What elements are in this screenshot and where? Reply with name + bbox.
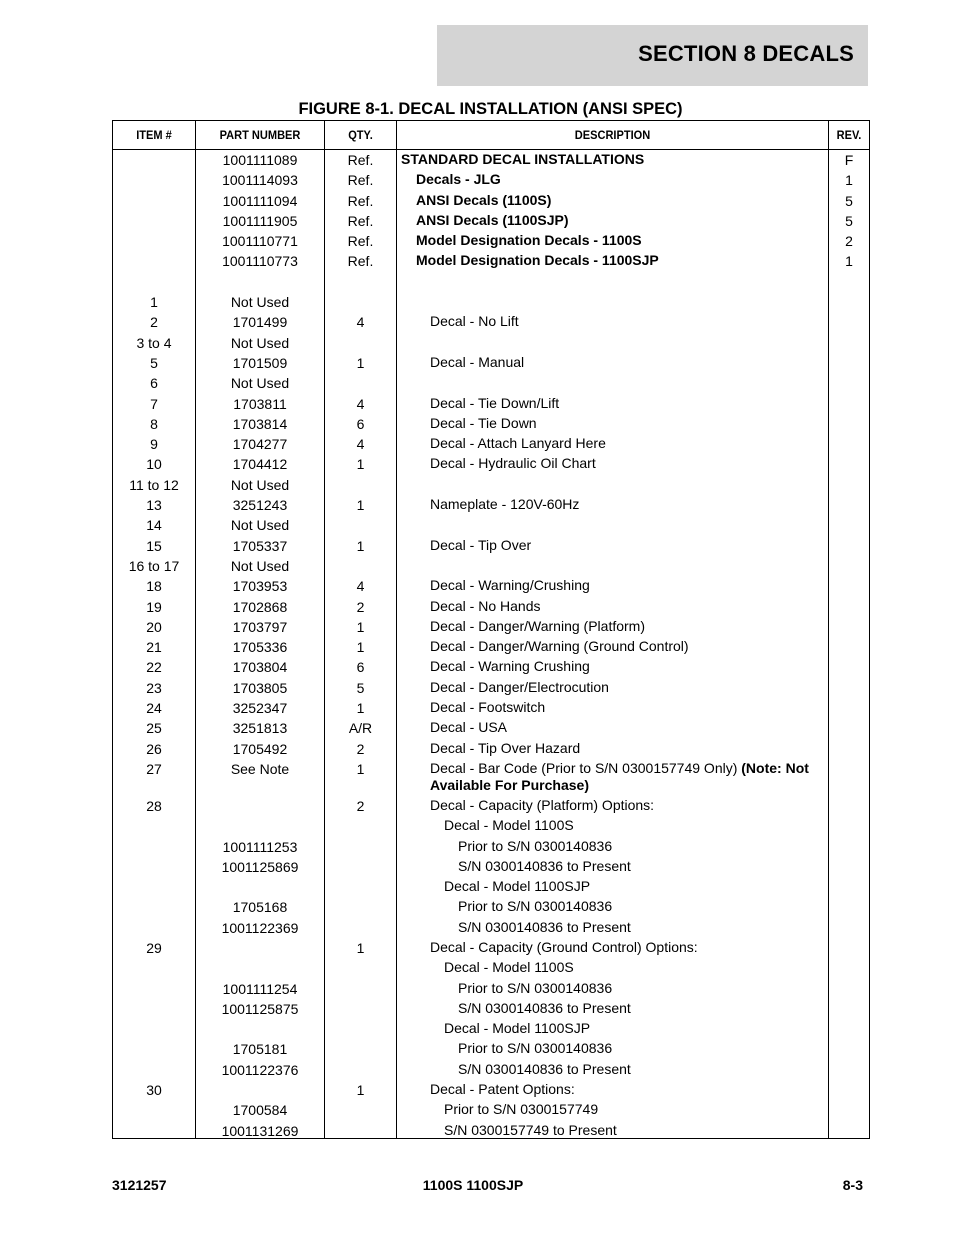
table-row xyxy=(113,556,869,576)
description xyxy=(397,333,829,334)
part-number: Not Used xyxy=(230,375,290,392)
table-row xyxy=(113,918,869,938)
quantity: A/R xyxy=(348,720,373,737)
description-text: Prior to S/N 0300157749 xyxy=(444,1101,599,1118)
table-row xyxy=(113,718,869,738)
part-number: 1703953 xyxy=(232,578,288,595)
description xyxy=(397,191,829,209)
description xyxy=(397,718,829,736)
description-text: Model Designation Decals - 1100S xyxy=(416,232,642,249)
item-number: 11 to 12 xyxy=(129,476,179,493)
part-number: 1001111905 xyxy=(222,212,298,229)
description-text: Decal - Tip Over xyxy=(430,536,532,553)
table-row xyxy=(113,454,869,474)
part-number: 3251243 xyxy=(232,497,288,514)
description-text: Decal - USA xyxy=(430,719,508,736)
description xyxy=(397,495,829,513)
part-number: Not Used xyxy=(230,294,290,311)
table-row xyxy=(113,231,869,251)
table-row xyxy=(113,739,869,759)
header-item: ITEM # xyxy=(136,128,172,142)
part-number: 1702868 xyxy=(232,598,288,615)
part-number: 1704412 xyxy=(232,456,288,473)
description-text: S/N 0300140836 to Present xyxy=(458,999,631,1016)
item-number: 20 xyxy=(146,618,162,635)
description xyxy=(397,556,829,557)
part-number: Not Used xyxy=(230,334,290,351)
description xyxy=(397,272,829,273)
quantity: Ref. xyxy=(347,172,374,189)
description xyxy=(397,576,829,594)
part-number: 1703805 xyxy=(232,679,288,696)
table-row xyxy=(113,333,869,353)
quantity: 4 xyxy=(356,436,365,453)
table-row xyxy=(113,759,869,796)
description xyxy=(397,414,829,432)
table-row xyxy=(113,475,869,495)
description xyxy=(397,1039,829,1057)
description xyxy=(397,1080,829,1098)
item-number: 27 xyxy=(146,760,162,777)
item-number: 3 to 4 xyxy=(136,334,172,351)
item-number: 29 xyxy=(146,939,162,956)
part-number: 1700584 xyxy=(232,1102,288,1119)
item-number: 8 xyxy=(150,415,158,432)
quantity: Ref. xyxy=(347,152,374,168)
description-text: Decal - No Lift xyxy=(430,313,519,330)
description xyxy=(397,837,829,855)
item-number: 30 xyxy=(146,1082,162,1099)
table-row xyxy=(113,617,869,637)
quantity: 1 xyxy=(356,700,365,717)
table-row xyxy=(113,816,869,836)
item-number: 18 xyxy=(146,578,162,595)
description-text: ANSI Decals (1100S) xyxy=(416,191,552,208)
description xyxy=(397,1100,829,1118)
quantity: 1 xyxy=(356,760,365,777)
table-row xyxy=(113,272,869,292)
description xyxy=(397,999,829,1017)
part-number: 1001111253 xyxy=(222,838,298,855)
item-number: 21 xyxy=(146,639,162,656)
description xyxy=(397,597,829,615)
description xyxy=(397,150,829,168)
item-number: 19 xyxy=(146,598,162,615)
part-number: 1704277 xyxy=(232,436,288,453)
description xyxy=(397,373,829,374)
description-text: Decal - Warning Crushing xyxy=(430,658,590,675)
description xyxy=(397,657,829,675)
table-row xyxy=(113,191,869,211)
description xyxy=(397,211,829,229)
description-note: (Note: Not Available For Purchase) xyxy=(430,759,809,793)
description-text: S/N 0300140836 to Present xyxy=(458,918,631,935)
part-number: 1001114093 xyxy=(222,172,298,189)
footer-doc-number: 3121257 xyxy=(112,1177,167,1193)
table-row xyxy=(113,576,869,596)
quantity: Ref. xyxy=(347,233,374,250)
table-row xyxy=(113,414,869,434)
part-number: 1705336 xyxy=(232,639,288,656)
description-text: Decal - Danger/Electrocution xyxy=(430,678,609,695)
description-text: Decal - Capacity (Platform) Options: xyxy=(430,796,655,813)
table-row xyxy=(113,312,869,332)
description xyxy=(397,536,829,554)
table-header xyxy=(113,121,869,150)
part-number: 1001111094 xyxy=(222,192,298,209)
description xyxy=(397,897,829,915)
description xyxy=(397,678,829,696)
description-text: Decal - Hydraulic Oil Chart xyxy=(430,455,596,472)
item-number: 15 xyxy=(146,537,162,554)
item-number: 26 xyxy=(146,740,162,757)
footer-model: 1100S 1100SJP xyxy=(422,1177,524,1193)
section-title: SECTION 8 DECALS xyxy=(638,41,854,66)
figure-title: FIGURE 8-1. DECAL INSTALLATION (ANSI SPEC) xyxy=(298,100,683,118)
quantity: 6 xyxy=(356,659,365,676)
table-row xyxy=(113,1019,869,1039)
table-row xyxy=(113,1100,869,1120)
description xyxy=(397,1121,829,1139)
description xyxy=(397,251,829,269)
table-row xyxy=(113,657,869,677)
description-text: Decal - Danger/Warning (Ground Control) xyxy=(430,638,689,655)
quantity: 2 xyxy=(356,598,365,615)
part-number: 3252347 xyxy=(232,700,288,717)
part-number: 1001111089 xyxy=(222,152,298,168)
part-number: 1705337 xyxy=(232,537,288,554)
quantity: 4 xyxy=(356,395,365,412)
part-number: 1703797 xyxy=(232,618,288,635)
table-row xyxy=(113,211,869,231)
description xyxy=(397,434,829,452)
table-row xyxy=(113,373,869,393)
table-row xyxy=(113,1080,869,1100)
part-number: 1001122369 xyxy=(221,919,299,936)
item-number: 6 xyxy=(150,375,158,392)
table-row xyxy=(113,394,869,414)
part-number: Not Used xyxy=(230,517,290,534)
footer-page-number: 8-3 xyxy=(842,1177,863,1193)
description xyxy=(397,759,829,794)
description xyxy=(397,394,829,412)
description xyxy=(397,698,829,716)
description-text: Decal - Warning/Crushing xyxy=(430,577,590,594)
description xyxy=(397,637,829,655)
description-text: Model Designation Decals - 1100SJP xyxy=(416,252,659,269)
description-text: Decal - Tie Down xyxy=(430,414,537,431)
table-row xyxy=(113,251,869,271)
table-row xyxy=(113,170,869,190)
section-banner xyxy=(437,25,868,86)
part-number: 1001125869 xyxy=(221,858,299,875)
description-text: Decal - Bar Code (Prior to S/N 0300157749 Only) xyxy=(430,759,742,776)
part-number: 1001125875 xyxy=(221,1000,299,1017)
description-text: Decal - Model 1100S xyxy=(444,817,574,834)
description-text: STANDARD DECAL INSTALLATIONS xyxy=(401,151,645,167)
table-row xyxy=(113,938,869,958)
description xyxy=(397,877,829,895)
description xyxy=(397,170,829,188)
item-number: 7 xyxy=(150,395,158,412)
table-row xyxy=(113,698,869,718)
part-number: 1701499 xyxy=(232,314,288,331)
part-number: 1001110771 xyxy=(222,233,298,250)
header-description: DESCRIPTION xyxy=(574,128,651,142)
item-number: 14 xyxy=(146,517,162,534)
part-number: Not Used xyxy=(230,557,290,574)
table-row xyxy=(113,857,869,877)
header-rev: REV. xyxy=(836,128,862,142)
quantity: 4 xyxy=(356,314,365,331)
table-row xyxy=(113,897,869,917)
item-number: 9 xyxy=(150,436,158,453)
header-part-number: PART NUMBER xyxy=(219,128,301,142)
table-row xyxy=(113,150,869,170)
description-text: Decal - Manual xyxy=(430,353,525,370)
table-row xyxy=(113,515,869,535)
description xyxy=(397,1060,829,1078)
description xyxy=(397,454,829,472)
description-text: Prior to S/N 0300140836 xyxy=(458,979,613,996)
quantity: 1 xyxy=(356,456,365,473)
description-text: Prior to S/N 0300140836 xyxy=(458,1040,613,1057)
quantity: Ref. xyxy=(347,212,374,229)
description xyxy=(397,816,829,834)
part-number: 1001111254 xyxy=(222,980,298,997)
quantity: Ref. xyxy=(347,253,374,270)
quantity: 1 xyxy=(356,537,365,554)
table-row xyxy=(113,1121,869,1141)
part-number: 1705168 xyxy=(232,899,288,916)
table-row xyxy=(113,637,869,657)
item-number: 13 xyxy=(146,497,162,514)
description xyxy=(397,958,829,976)
description xyxy=(397,938,829,956)
item-number: 25 xyxy=(146,720,162,737)
part-number: 3251813 xyxy=(232,720,288,737)
table-row xyxy=(113,536,869,556)
revision: 1 xyxy=(845,253,853,270)
quantity: Ref. xyxy=(347,192,374,209)
decal-table xyxy=(112,120,870,1139)
description-text: S/N 0300140836 to Present xyxy=(458,857,631,874)
table-row xyxy=(113,292,869,312)
description-text: Decals - JLG xyxy=(416,171,501,188)
quantity: 2 xyxy=(356,797,365,814)
table-row xyxy=(113,999,869,1019)
description xyxy=(397,231,829,249)
item-number: 22 xyxy=(146,659,162,676)
part-number: 1705492 xyxy=(232,740,288,757)
description-text: Decal - Attach Lanyard Here xyxy=(430,435,606,452)
description-text: Decal - Model 1100SJP xyxy=(444,1020,591,1037)
description-text: Nameplate - 120V-60Hz xyxy=(430,496,580,513)
table-body xyxy=(113,150,869,1141)
description xyxy=(397,1019,829,1037)
description xyxy=(397,515,829,516)
description xyxy=(397,857,829,875)
part-number: 1701509 xyxy=(232,354,288,371)
table-row xyxy=(113,597,869,617)
part-number: See Note xyxy=(230,760,290,777)
quantity: 1 xyxy=(356,639,365,656)
description-text: Prior to S/N 0300140836 xyxy=(458,837,613,854)
quantity: 2 xyxy=(356,740,365,757)
table-row xyxy=(113,353,869,373)
table-row xyxy=(113,495,869,515)
description xyxy=(397,617,829,635)
quantity: 4 xyxy=(356,578,365,595)
table-row xyxy=(113,837,869,857)
part-number: Not Used xyxy=(230,476,290,493)
description xyxy=(397,918,829,936)
item-number: 1 xyxy=(150,294,158,311)
description-text: Decal - Model 1100S xyxy=(444,959,574,976)
part-number: 1001110773 xyxy=(222,253,298,270)
description-text: Decal - Tie Down/Lift xyxy=(430,394,560,411)
item-number: 2 xyxy=(150,314,158,331)
revision: 2 xyxy=(845,233,853,250)
description-text: Decal - Patent Options: xyxy=(430,1081,575,1098)
quantity: 5 xyxy=(356,679,365,696)
quantity: 1 xyxy=(356,618,365,635)
part-number: 1705181 xyxy=(232,1041,288,1058)
part-number: 1703814 xyxy=(232,415,288,432)
quantity: 6 xyxy=(356,415,365,432)
description-text: S/N 0300157749 to Present xyxy=(444,1121,617,1138)
table-row xyxy=(113,979,869,999)
description xyxy=(397,312,829,330)
description xyxy=(397,739,829,757)
item-number: 10 xyxy=(146,456,162,473)
description-text: Decal - Footswitch xyxy=(430,699,546,716)
description xyxy=(397,292,829,293)
description xyxy=(397,475,829,476)
description-text: Decal - Capacity (Ground Control) Options: xyxy=(430,938,698,955)
quantity: 1 xyxy=(356,939,365,956)
quantity: 1 xyxy=(356,1082,365,1099)
item-number: 24 xyxy=(146,700,162,717)
revision: 5 xyxy=(845,212,853,229)
description-text: ANSI Decals (1100SJP) xyxy=(416,211,569,228)
quantity: 1 xyxy=(356,354,365,371)
description xyxy=(397,353,829,371)
description-text: Decal - Danger/Warning (Platform) xyxy=(430,617,645,634)
table-row xyxy=(113,958,869,978)
table-row xyxy=(113,1060,869,1080)
item-number: 23 xyxy=(146,679,162,696)
description xyxy=(397,796,829,814)
description-text: Decal - Model 1100SJP xyxy=(444,878,591,895)
revision: 1 xyxy=(845,172,853,189)
table-row xyxy=(113,796,869,816)
description-text: Decal - No Hands xyxy=(430,597,541,614)
table-row xyxy=(113,678,869,698)
item-number: 16 to 17 xyxy=(128,557,180,574)
table-row xyxy=(113,1039,869,1059)
header-qty: QTY. xyxy=(348,128,373,142)
part-number: 1703804 xyxy=(232,659,288,676)
revision: 5 xyxy=(845,192,853,209)
part-number: 1703811 xyxy=(233,395,287,412)
description-text: S/N 0300140836 to Present xyxy=(458,1060,631,1077)
item-number: 28 xyxy=(146,797,162,814)
part-number: 1001131269 xyxy=(221,1122,299,1139)
table-row xyxy=(113,434,869,454)
description xyxy=(397,979,829,997)
description-text: Decal - Tip Over Hazard xyxy=(430,739,581,756)
description-text: Prior to S/N 0300140836 xyxy=(458,898,613,915)
quantity: 1 xyxy=(356,497,365,514)
revision: F xyxy=(844,152,854,168)
part-number: 1001122376 xyxy=(221,1061,299,1078)
item-number: 5 xyxy=(150,354,158,371)
table-row xyxy=(113,877,869,897)
